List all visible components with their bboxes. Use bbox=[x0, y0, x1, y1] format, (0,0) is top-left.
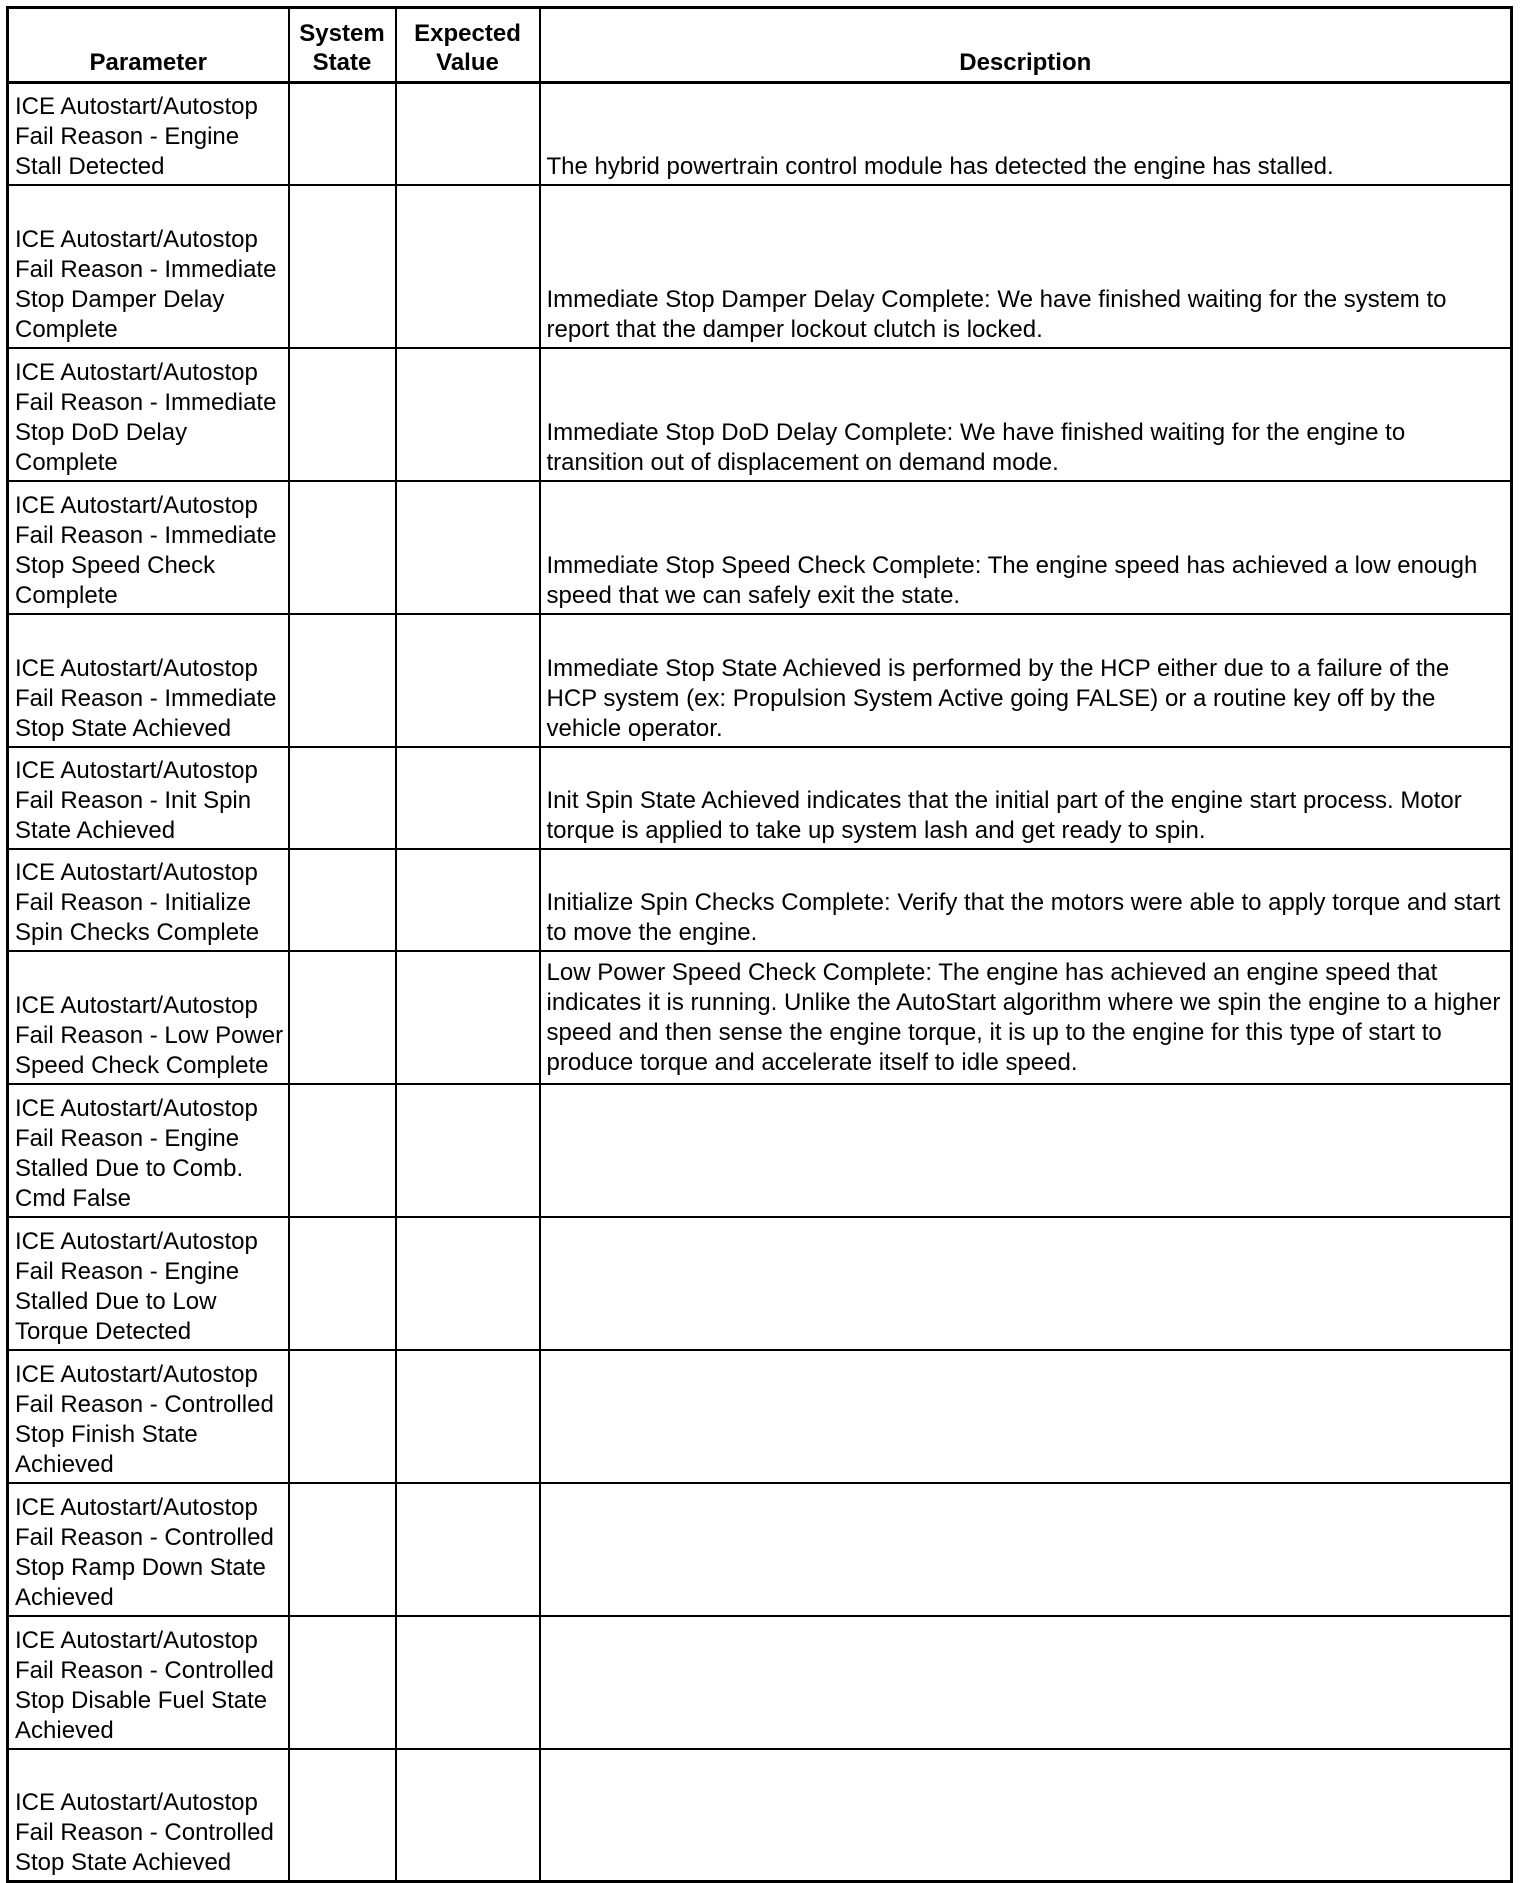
expected-value-cell bbox=[396, 83, 540, 185]
description-cell: Immediate Stop State Achieved is performed by the HCP either due to a failure of the HCP system (ex: Propulsion System Active going FALSE) or a routine key off by the vehicle operator. bbox=[540, 614, 1512, 747]
table-body bbox=[8, 83, 1512, 1882]
system-state-cell bbox=[289, 185, 396, 348]
description-cell: The hybrid powertrain control module has detected the engine has stalled. bbox=[540, 83, 1512, 185]
table-row bbox=[8, 481, 1512, 614]
parameter-cell: ICE Autostart/Autostop Fail Reason - Immediate Stop Damper Delay Complete bbox=[8, 185, 289, 348]
expected-value-cell bbox=[396, 185, 540, 348]
expected-value-cell bbox=[396, 747, 540, 849]
description-cell: Low Power Speed Check Complete: The engine has achieved an engine speed that indicates it is running. Unlike the AutoStart algorithm where we spin the engine to a higher speed and then sense the engine torque, it is up to the engine for this type of start to produce torque and accelerate itself to idle speed. bbox=[540, 951, 1512, 1084]
parameter-cell: ICE Autostart/Autostop Fail Reason - Controlled Stop State Achieved bbox=[8, 1749, 289, 1882]
expected-value-cell bbox=[396, 614, 540, 747]
header-expected-value: Expected Value bbox=[396, 8, 540, 83]
system-state-cell bbox=[289, 1749, 396, 1882]
system-state-cell bbox=[289, 951, 396, 1084]
table-row bbox=[8, 1483, 1512, 1616]
system-state-cell bbox=[289, 1616, 396, 1749]
header-description: Description bbox=[540, 8, 1512, 83]
description-cell bbox=[540, 1350, 1512, 1483]
table-row bbox=[8, 185, 1512, 348]
system-state-cell bbox=[289, 1350, 396, 1483]
system-state-cell bbox=[289, 481, 396, 614]
parameter-table bbox=[6, 6, 1513, 1883]
system-state-cell bbox=[289, 1483, 396, 1616]
table-row bbox=[8, 951, 1512, 1084]
parameter-cell: ICE Autostart/Autostop Fail Reason - Immediate Stop DoD Delay Complete bbox=[8, 348, 289, 481]
parameter-cell: ICE Autostart/Autostop Fail Reason - Controlled Stop Finish State Achieved bbox=[8, 1350, 289, 1483]
description-cell bbox=[540, 1616, 1512, 1749]
header-parameter: Parameter bbox=[8, 8, 289, 83]
description-cell bbox=[540, 1084, 1512, 1217]
description-cell: Immediate Stop Damper Delay Complete: We have finished waiting for the system to report that the damper lockout clutch is locked. bbox=[540, 185, 1512, 348]
parameter-cell: ICE Autostart/Autostop Fail Reason - Engine Stalled Due to Low Torque Detected bbox=[8, 1217, 289, 1350]
parameter-cell: ICE Autostart/Autostop Fail Reason - Engine Stall Detected bbox=[8, 83, 289, 185]
parameter-cell: ICE Autostart/Autostop Fail Reason - Initialize Spin Checks Complete bbox=[8, 849, 289, 951]
table-row bbox=[8, 1217, 1512, 1350]
parameter-cell: ICE Autostart/Autostop Fail Reason - Controlled Stop Ramp Down State Achieved bbox=[8, 1483, 289, 1616]
parameter-cell: ICE Autostart/Autostop Fail Reason - Controlled Stop Disable Fuel State Achieved bbox=[8, 1616, 289, 1749]
description-cell: Immediate Stop DoD Delay Complete: We have finished waiting for the engine to transition out of displacement on demand mode. bbox=[540, 348, 1512, 481]
table-header bbox=[8, 8, 1512, 83]
description-cell bbox=[540, 1749, 1512, 1882]
description-cell: Init Spin State Achieved indicates that the initial part of the engine start process. Motor torque is applied to take up system lash and get ready to spin. bbox=[540, 747, 1512, 849]
description-cell bbox=[540, 1217, 1512, 1350]
parameter-cell: ICE Autostart/Autostop Fail Reason - Init Spin State Achieved bbox=[8, 747, 289, 849]
expected-value-cell bbox=[396, 1350, 540, 1483]
system-state-cell bbox=[289, 747, 396, 849]
table-row bbox=[8, 849, 1512, 951]
table-row bbox=[8, 1749, 1512, 1882]
system-state-cell bbox=[289, 1217, 396, 1350]
table-row bbox=[8, 348, 1512, 481]
expected-value-cell bbox=[396, 1749, 540, 1882]
description-cell bbox=[540, 1483, 1512, 1616]
system-state-cell bbox=[289, 849, 396, 951]
expected-value-cell bbox=[396, 1084, 540, 1217]
header-system-state: System State bbox=[289, 8, 396, 83]
system-state-cell bbox=[289, 348, 396, 481]
table-row bbox=[8, 83, 1512, 185]
system-state-cell bbox=[289, 614, 396, 747]
expected-value-cell bbox=[396, 1217, 540, 1350]
parameter-cell: ICE Autostart/Autostop Fail Reason - Low Power Speed Check Complete bbox=[8, 951, 289, 1084]
expected-value-cell bbox=[396, 348, 540, 481]
system-state-cell bbox=[289, 1084, 396, 1217]
table-row bbox=[8, 1084, 1512, 1217]
header-row bbox=[8, 8, 1512, 83]
expected-value-cell bbox=[396, 849, 540, 951]
table-row bbox=[8, 1616, 1512, 1749]
table-row bbox=[8, 747, 1512, 849]
parameter-cell: ICE Autostart/Autostop Fail Reason - Immediate Stop Speed Check Complete bbox=[8, 481, 289, 614]
expected-value-cell bbox=[396, 1483, 540, 1616]
table-row bbox=[8, 1350, 1512, 1483]
expected-value-cell bbox=[396, 1616, 540, 1749]
parameter-cell: ICE Autostart/Autostop Fail Reason - Immediate Stop State Achieved bbox=[8, 614, 289, 747]
expected-value-cell bbox=[396, 481, 540, 614]
description-cell: Initialize Spin Checks Complete: Verify that the motors were able to apply torque and start to move the engine. bbox=[540, 849, 1512, 951]
parameter-cell: ICE Autostart/Autostop Fail Reason - Engine Stalled Due to Comb. Cmd False bbox=[8, 1084, 289, 1217]
table-row bbox=[8, 614, 1512, 747]
description-cell: Immediate Stop Speed Check Complete: The engine speed has achieved a low enough speed that we can safely exit the state. bbox=[540, 481, 1512, 614]
system-state-cell bbox=[289, 83, 396, 185]
expected-value-cell bbox=[396, 951, 540, 1084]
